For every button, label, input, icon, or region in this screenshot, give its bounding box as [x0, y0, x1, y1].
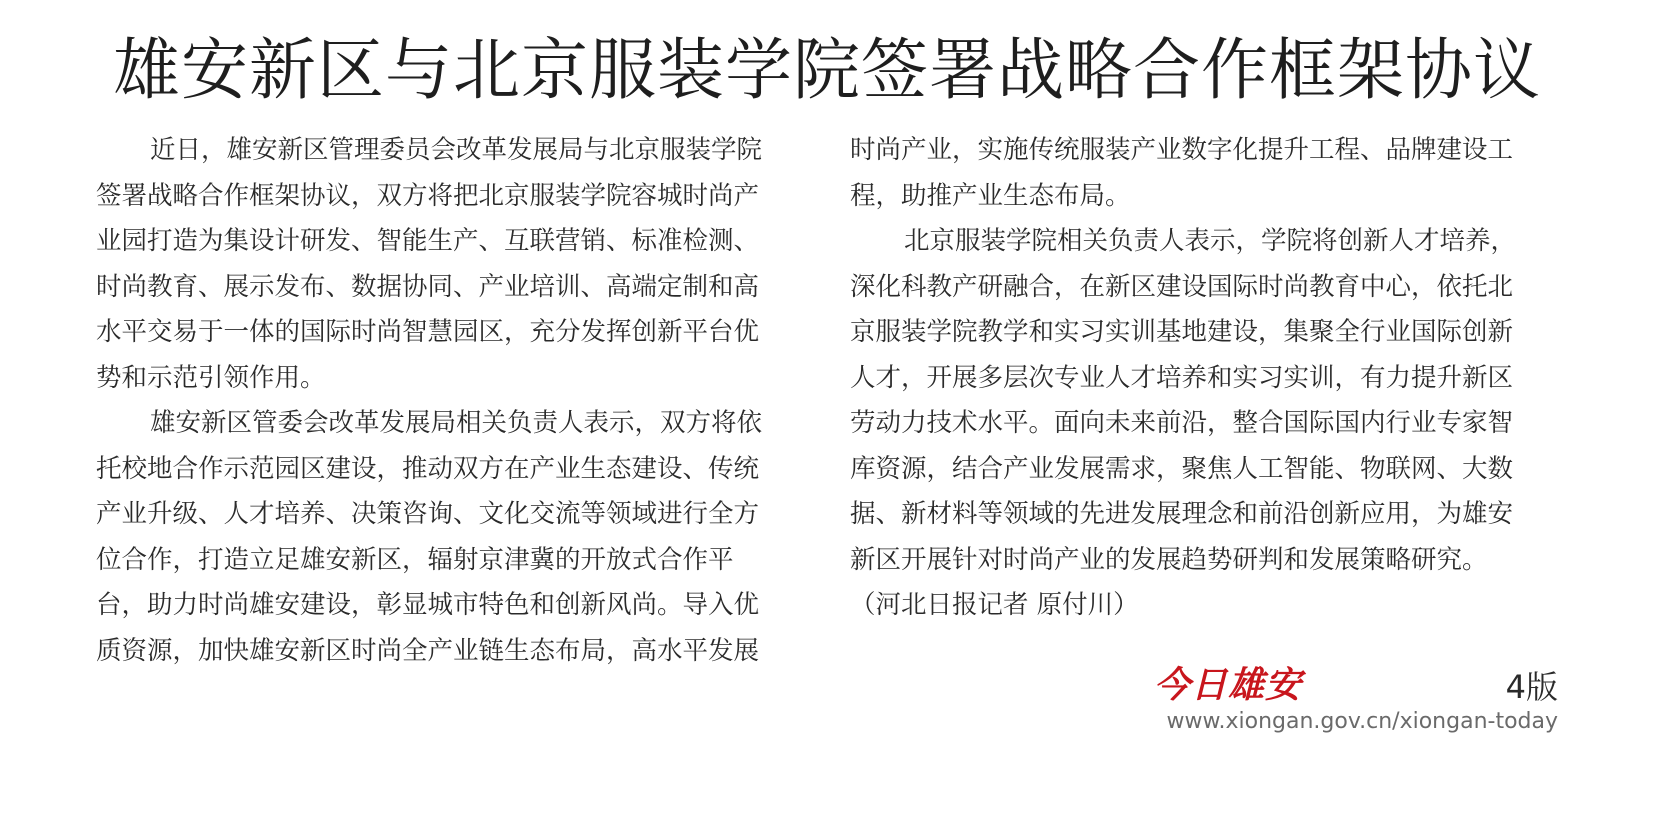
source-url[interactable]: www.xiongan.gov.cn/xiongan-today: [1166, 709, 1558, 734]
edition-number: 4版: [1505, 668, 1558, 706]
paragraph-line: 雄安新区管委会改革发展局相关负责人表示，双方将依: [150, 408, 763, 438]
article-headline: 雄安新区与北京服装学院签署战略合作框架协议: [113, 31, 1541, 109]
paragraph-line: 京服装学院教学和实习实训基地建设，集聚全行业国际创新: [850, 317, 1514, 347]
paragraph-line: 托校地合作示范园区建设，推动双方在产业生态建设、传统: [96, 453, 760, 484]
paragraph-line: 业园打造为集设计研发、智能生产、互联营销、标准检测、: [96, 226, 760, 256]
paragraph-line: 近日，雄安新区管理委员会改革发展局与北京服装学院: [150, 135, 763, 165]
paragraph-line: 势和示范引领作用。: [96, 362, 326, 393]
paragraph-line: 库资源，结合产业发展需求，聚焦人工智能、物联网、大数: [850, 453, 1514, 484]
paragraph-line: 时尚产业，实施传统服装产业数字化提升工程、品牌建设工: [850, 135, 1514, 165]
article-right-column: [850, 128, 1562, 629]
paragraph-line: 北京服装学院相关负责人表示，学院将创新人才培养，: [904, 226, 1517, 256]
reporter-byline: （河北日报记者 原付川）: [850, 590, 1139, 620]
paragraph-line: 深化科教产研融合，在新区建设国际时尚教育中心，依托北: [850, 271, 1514, 302]
paragraph-line: 时尚教育、展示发布、数据协同、产业培训、高端定制和高: [96, 271, 760, 302]
paragraph-line: 人才，开展多层次专业人才培养和实习实训，有力提升新区: [850, 362, 1514, 393]
article-left-column: [96, 128, 806, 674]
paragraph-line: 质资源，加快雄安新区时尚全产业链生态布局，高水平发展: [96, 635, 760, 666]
page-footer: [1150, 665, 1558, 735]
paragraph-line: 产业升级、人才培养、决策咨询、文化交流等领域进行全方: [96, 499, 760, 529]
paragraph-line: 水平交易于一体的国际时尚智慧园区，充分发挥创新平台优: [96, 317, 760, 347]
paragraph-line: 新区开展针对时尚产业的发展趋势研判和发展策略研究。: [850, 544, 1488, 575]
paragraph-line: 据、新材料等领域的先进发展理念和前沿创新应用，为雄安: [850, 499, 1514, 529]
paragraph-line: 台，助力时尚雄安建设，彰显城市特色和创新风尚。导入优: [96, 590, 760, 620]
paragraph-line: 位合作，打造立足雄安新区，辐射京津冀的开放式合作平: [96, 544, 734, 575]
paragraph-line: 签署战略合作框架协议，双方将把北京服装学院容城时尚产: [96, 180, 760, 211]
paragraph-line: 程，助推产业生态布局。: [850, 180, 1131, 211]
paragraph-line: 劳动力技术水平。面向未来前沿，整合国际国内行业专家智: [850, 408, 1514, 438]
brand-logo: 今日雄安: [1154, 664, 1303, 706]
